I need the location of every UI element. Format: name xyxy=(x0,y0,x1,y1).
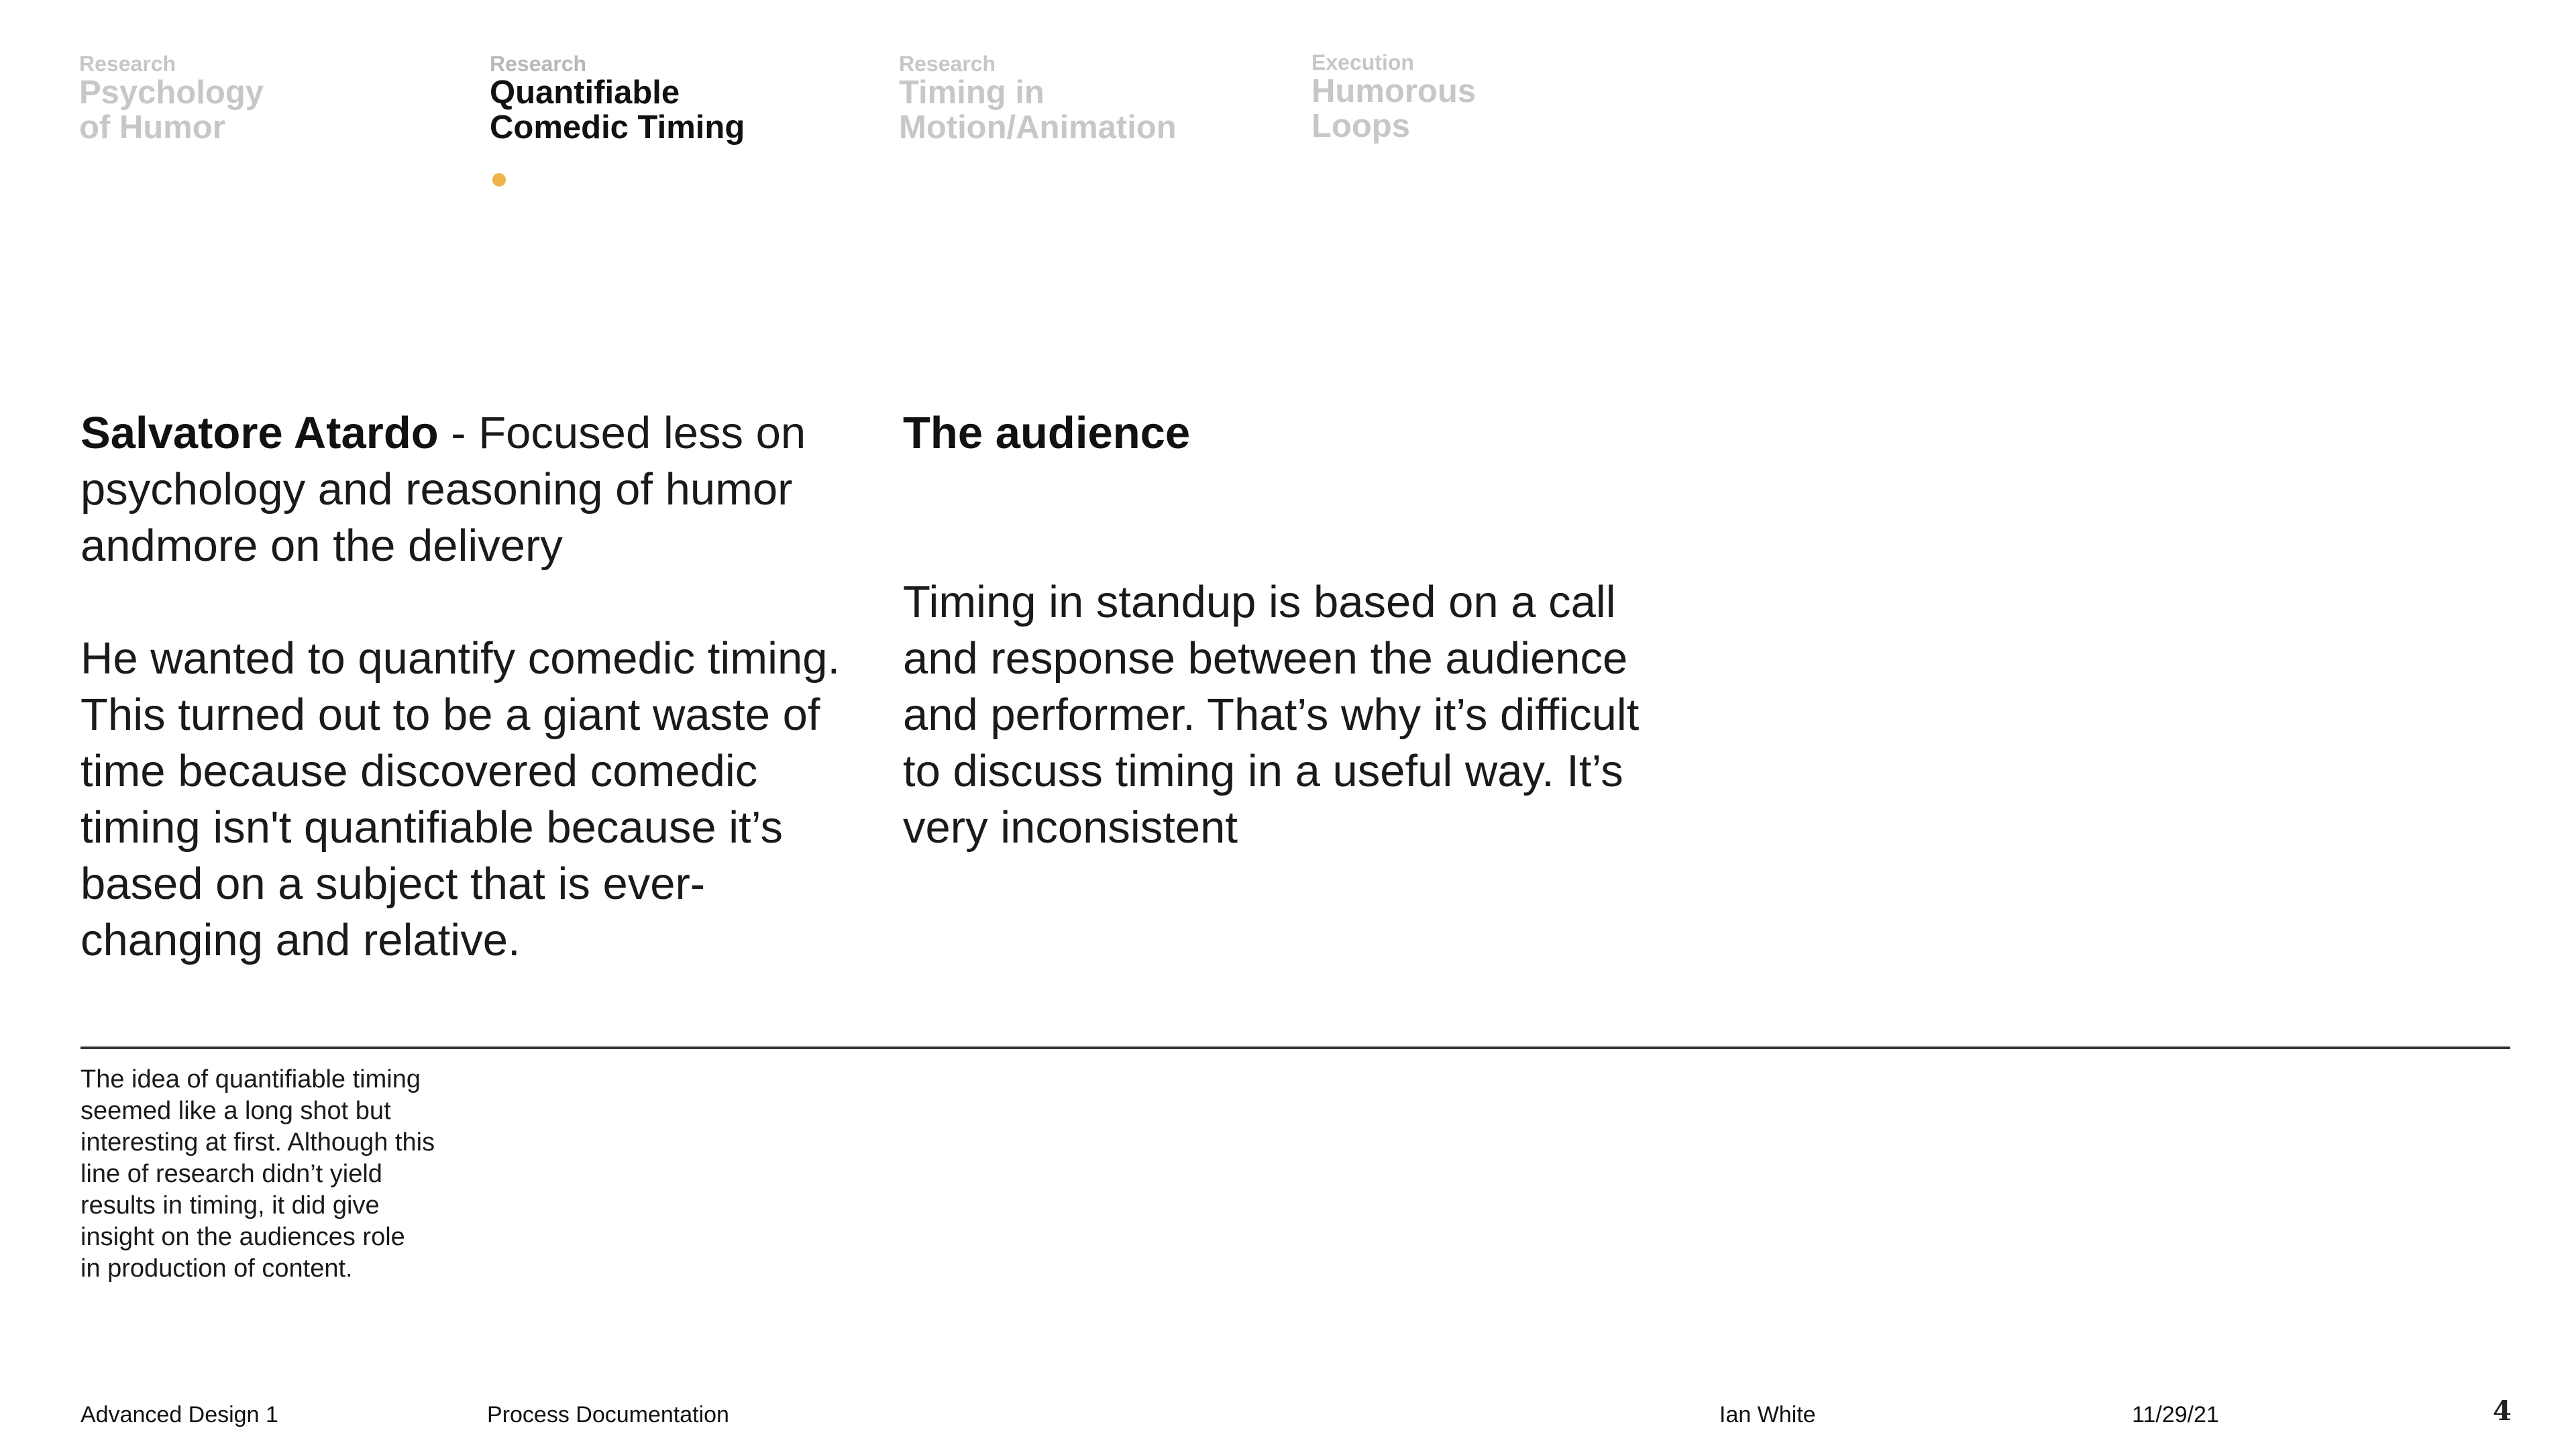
heading-name: Salvatore Atardo xyxy=(80,408,439,458)
nav-item-category: Execution xyxy=(1311,50,1414,74)
nav-item-title: Humorous Loops xyxy=(1311,73,1476,144)
left-body: He wanted to quantify comedic timing. This turned out to be a giant waste of time because discovered comedic timing isn't quantifiable because it’s based on a subject that is ever-changing and relative. xyxy=(80,633,841,965)
nav-item-humorous-loops[interactable] xyxy=(1311,51,1476,144)
footer-date: 11/29/21 xyxy=(2132,1402,2219,1428)
right-column xyxy=(903,405,1688,856)
nav-item-title: Psychology of Humor xyxy=(79,74,264,146)
footer-section: Process Documentation xyxy=(487,1402,729,1428)
heading-description: - Focused less on psychology and reasoning of humor andmore on the delivery xyxy=(80,408,806,571)
active-indicator-dot xyxy=(492,173,506,186)
left-column xyxy=(80,405,872,969)
footer-course: Advanced Design 1 xyxy=(80,1402,278,1428)
page-number: 4 xyxy=(2493,1395,2512,1427)
footer-author: Ian White xyxy=(1719,1402,1816,1428)
nav-item-category: Research xyxy=(899,52,996,76)
right-heading: The audience xyxy=(903,408,1191,458)
nav-item-timing-in-motion-animation[interactable] xyxy=(899,52,1177,145)
nav-item-psychology-of-humor[interactable] xyxy=(79,52,264,145)
nav-item-category: Research xyxy=(490,52,587,76)
nav-item-category: Research xyxy=(79,52,176,76)
nav-item-title: Quantifiable Comedic Timing xyxy=(490,74,745,146)
left-heading xyxy=(80,405,872,574)
section-divider xyxy=(80,1046,2510,1049)
nav-item-quantifiable-comedic-timing[interactable] xyxy=(490,52,745,145)
nav-item-title: Timing in Motion/Animation xyxy=(899,74,1177,146)
side-note: The idea of quantifiable timing seemed like a long shot but interesting at first. Although this line of research didn’t yield results in timing, it did give insight on the audiences role in production of content. xyxy=(80,1065,435,1283)
right-body: Timing in standup is based on a call and response between the audience and performer. That’s why it’s difficult to discuss timing in a useful way. It’s very inconsistent xyxy=(903,577,1640,853)
